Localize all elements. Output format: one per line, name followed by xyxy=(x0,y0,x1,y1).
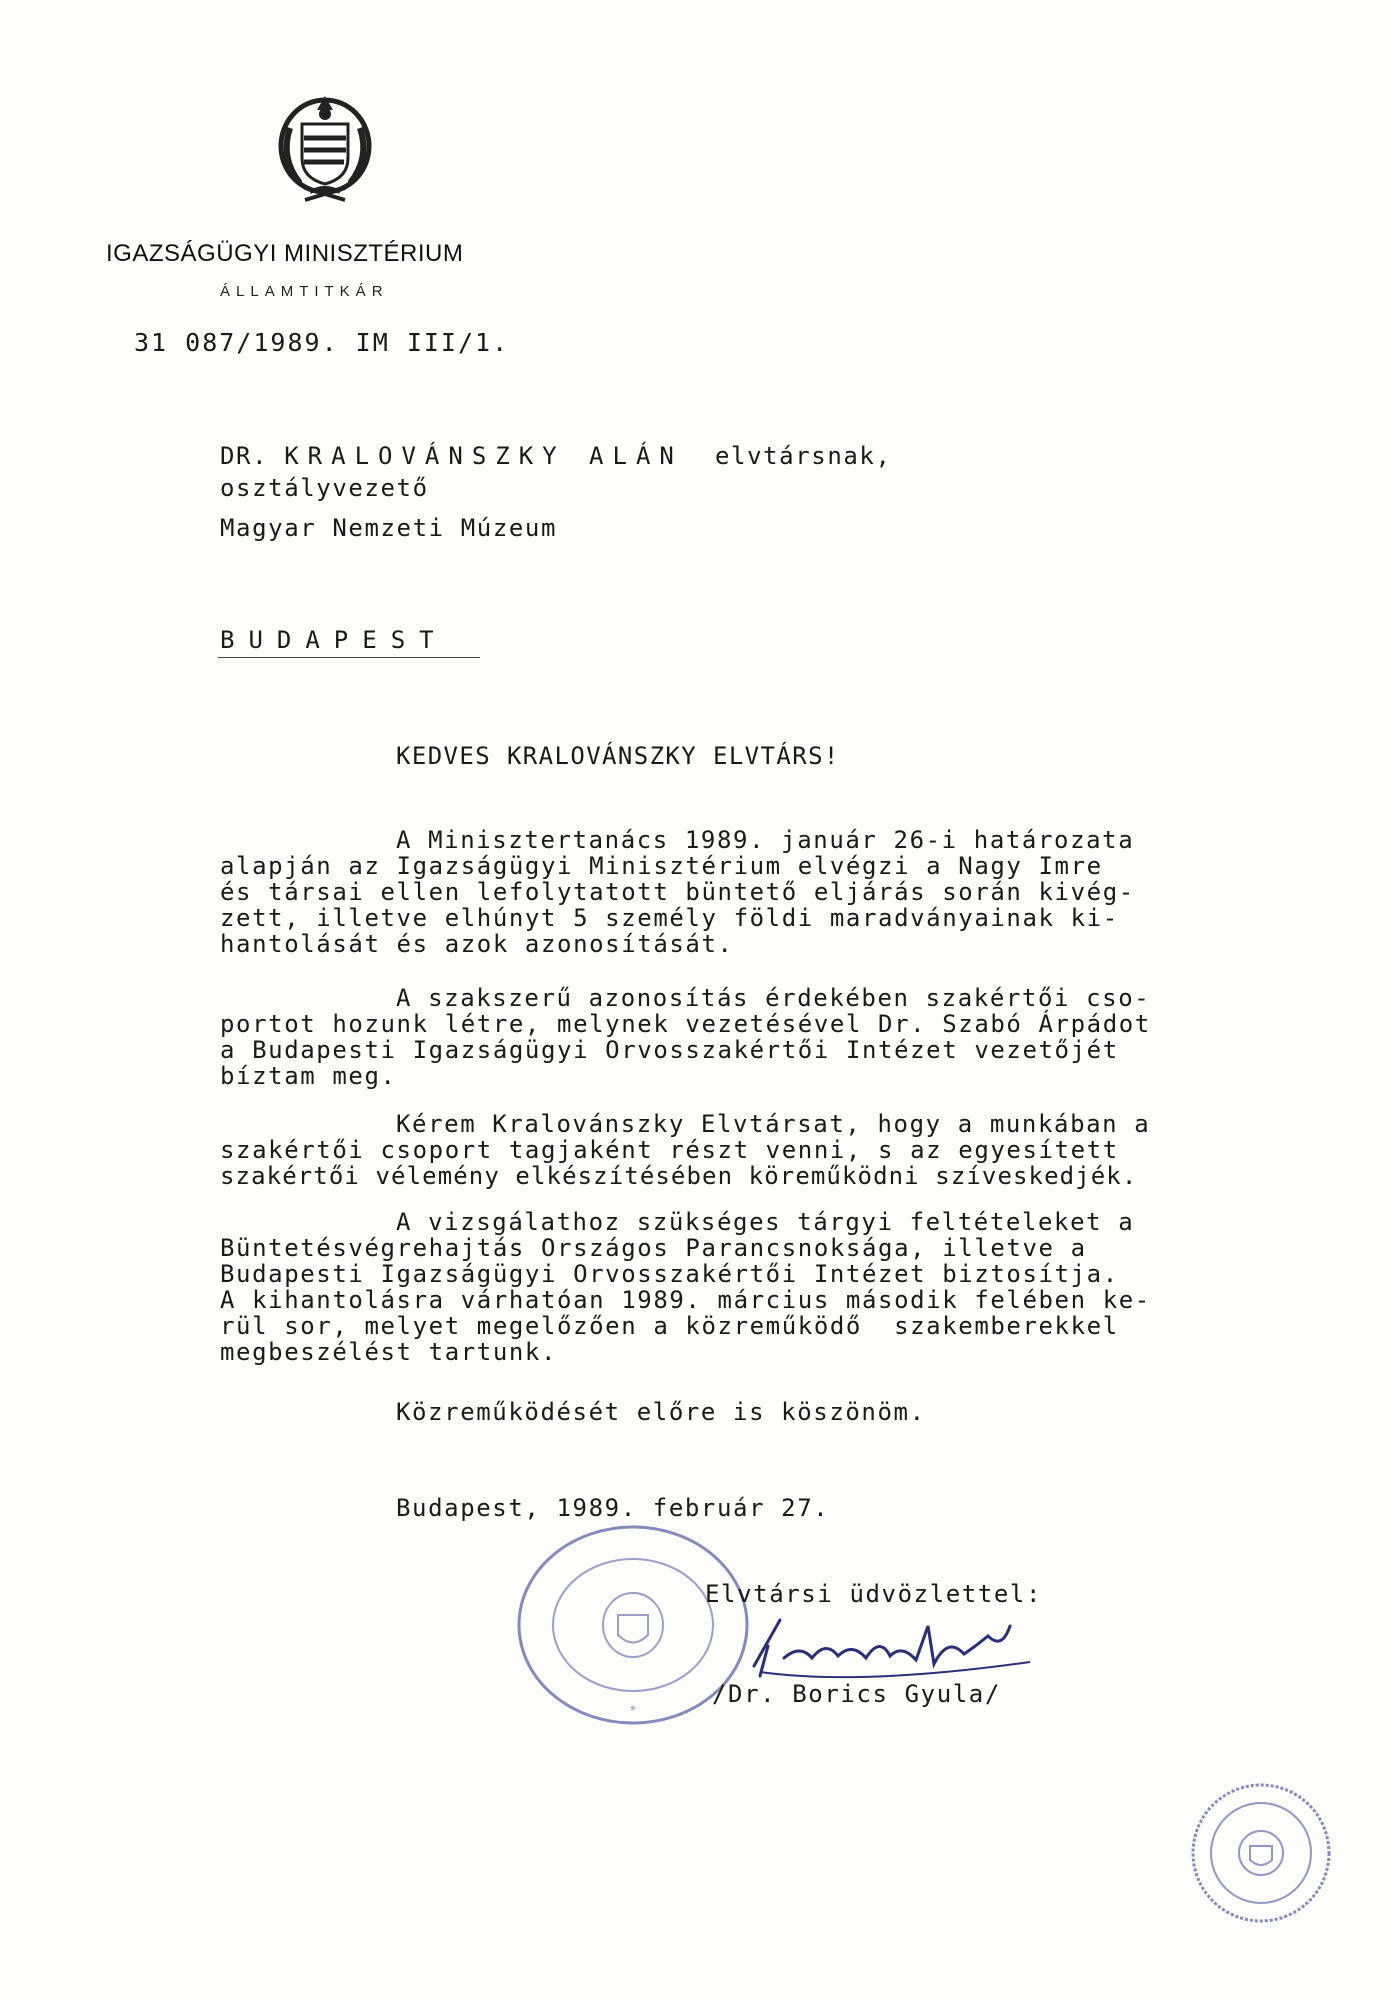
signatory-name: /Dr. Borics Gyula/ xyxy=(712,1680,1001,1708)
body-line: Kérem Kralovánszky Elvtársat, hogy a munkában a xyxy=(396,1110,1151,1138)
body-line: A szakszerű azonosítás érdekében szakértői cso- xyxy=(396,984,1151,1012)
body-line: rül sor, melyet megelőzően a közreműködő szakemberekkel xyxy=(220,1312,1119,1340)
recipient-name: KRALOVÁNSZKY ALÁN xyxy=(284,442,683,470)
reference-number: 31 087/1989. IM III/1. xyxy=(134,328,510,357)
closing: Elvtársi üdvözlettel: xyxy=(705,1580,1043,1608)
body-line: és társai ellen lefolytatott büntető eljárás során kivég- xyxy=(220,878,1135,906)
body-line: bíztam meg. xyxy=(220,1062,397,1090)
svg-text:*: * xyxy=(630,1702,636,1718)
body-line: A kihantolásra várhatóan 1989. március második felében ke- xyxy=(220,1286,1151,1314)
body-line: Büntetésvégrehajtás Országos Parancsnoksága, illetve a xyxy=(220,1234,1087,1262)
recipient-prefix: DR. xyxy=(220,442,269,470)
recipient-line xyxy=(220,442,892,470)
recipient-suffix: elvtársnak, xyxy=(714,442,892,470)
body-line: szakértői csoport tagjaként részt venni, s az egyesített xyxy=(220,1136,1119,1164)
letter-date: Budapest, 1989. február 27. xyxy=(396,1494,830,1522)
body-line: Közreműködését előre is köszönöm. xyxy=(396,1398,926,1426)
recipient-position: osztályvezető xyxy=(220,474,429,502)
body-line: a Budapesti Igazságügyi Orvosszakértői Intézet vezetőjét xyxy=(220,1036,1119,1064)
ministry-subtitle: ÁLLAMTITKÁR xyxy=(220,283,389,300)
recipient-city: BUDAPEST xyxy=(220,626,448,654)
body-line: szakértői vélemény elkészítésében köreműködni szíveskedjék. xyxy=(220,1162,1138,1190)
body-line: A Minisztertanács 1989. január 26-i határozata xyxy=(396,826,1135,854)
body-line: alapján az Igazságügyi Minisztérium elvégzi a Nagy Imre xyxy=(220,852,1103,880)
body-line: A vizsgálathoz szükséges tárgyi feltételeket a xyxy=(396,1208,1135,1236)
greeting: KEDVES KRALOVÁNSZKY ELVTÁRS! xyxy=(396,742,840,770)
body-line: megbeszélést tartunk. xyxy=(220,1338,558,1366)
city-underline xyxy=(218,657,480,658)
body-line: zett, illetve elhúnyt 5 személy földi maradványainak ki- xyxy=(220,904,1119,932)
signature-icon xyxy=(740,1606,1040,1686)
body-line: portot hozunk létre, melynek vezetésével Dr. Szabó Árpádot xyxy=(220,1010,1151,1038)
ministry-name: IGAZSÁGÜGYI MINISZTÉRIUM xyxy=(106,240,464,267)
coat-of-arms-icon xyxy=(270,88,380,206)
body-line: Budapesti Igazságügyi Orvosszakértői Intézet biztosítja. xyxy=(220,1260,1119,1288)
museum-stamp-icon xyxy=(1186,1778,1336,1928)
recipient-institution: Magyar Nemzeti Múzeum xyxy=(220,514,558,542)
body-line: hantolását és azok azonosítását. xyxy=(220,930,734,958)
